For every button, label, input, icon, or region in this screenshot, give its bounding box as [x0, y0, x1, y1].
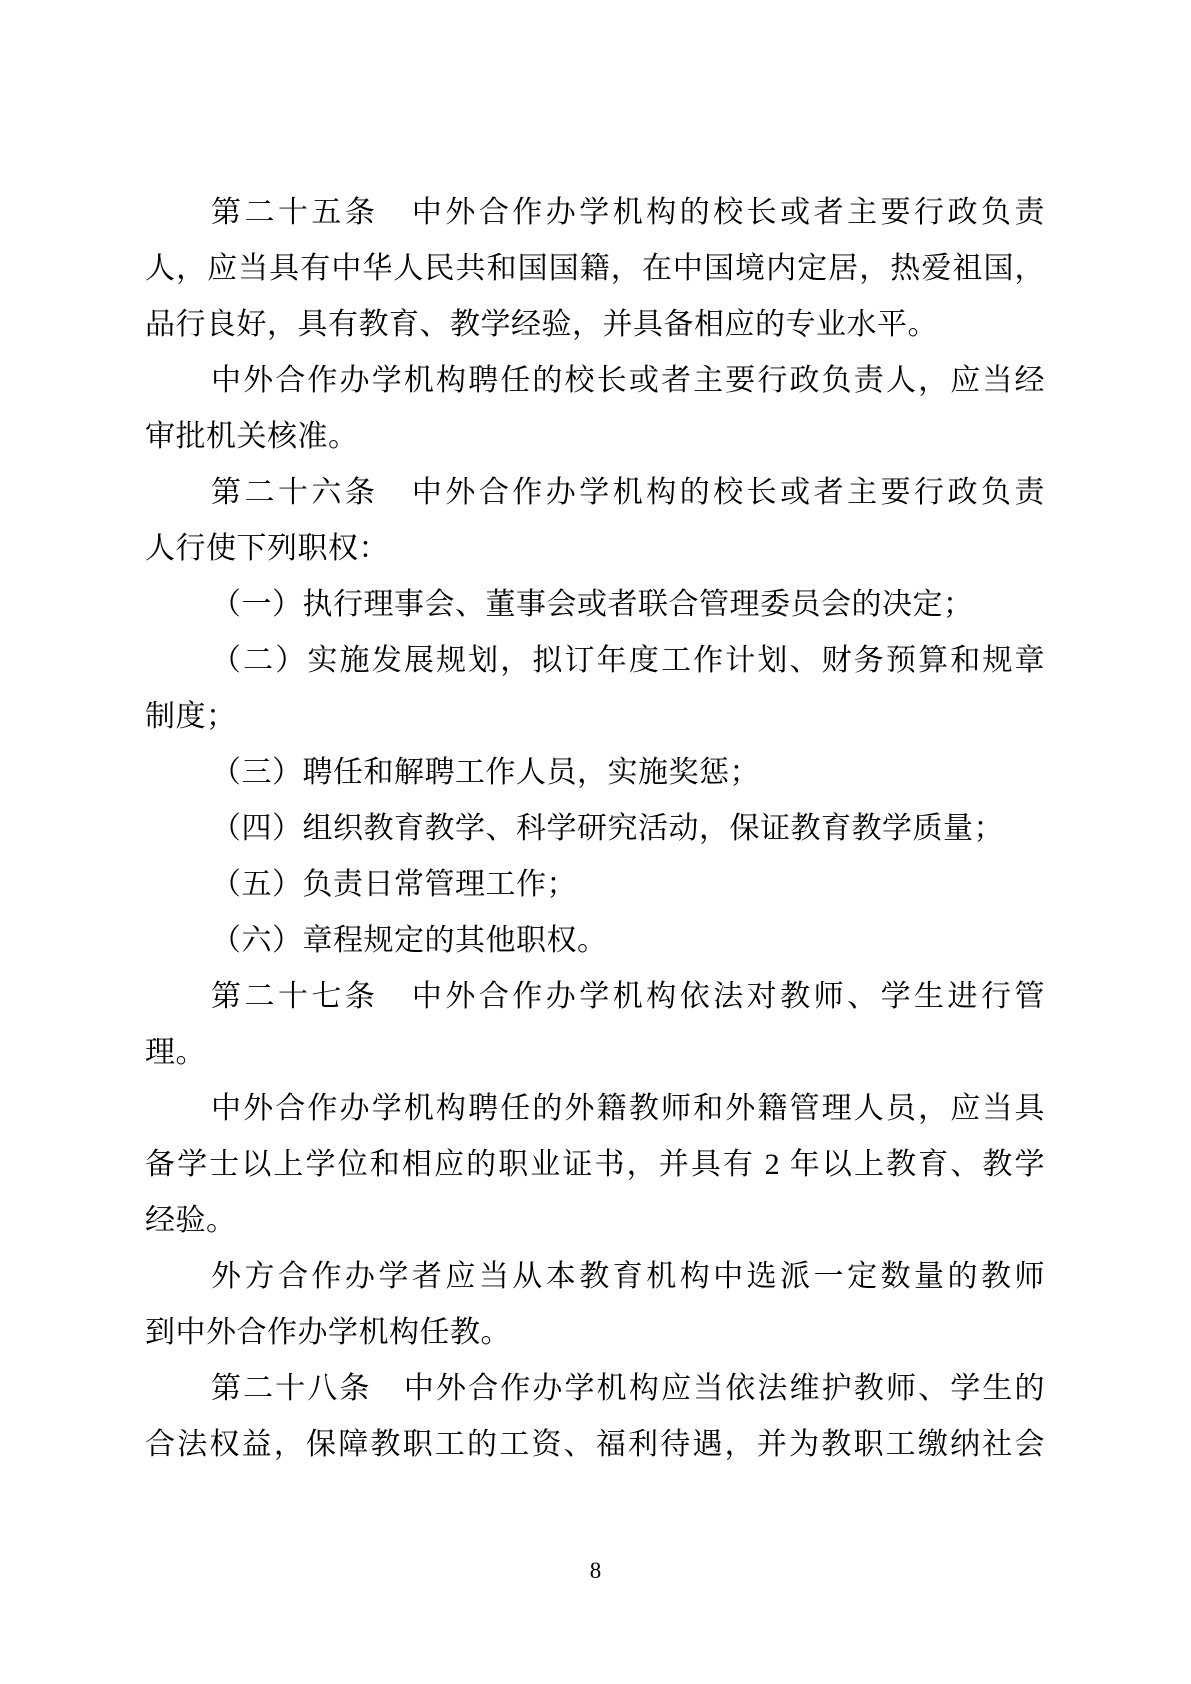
article-26-item-5 — [145, 857, 1045, 913]
text-line: 人，应当具有中华人民共和国国籍，在中国境内定居，热爱祖国， — [145, 252, 1045, 285]
text-line: 经验。 — [145, 1204, 237, 1237]
article-27-dispatch — [145, 1249, 1045, 1361]
text-line: （四）组织教育教学、科学研究活动，保证教育教学质量； — [211, 812, 1004, 845]
text-line: （六）章程规定的其他职权。 — [211, 924, 608, 957]
text-line: 中外合作办学机构聘任的校长或者主要行政负责人，应当经 — [211, 364, 1045, 397]
text-line: 备学士以上学位和相应的职业证书，并具有 2 年以上教育、教学 — [145, 1148, 1045, 1181]
text-line: 第二十七条 中外合作办学机构依法对教师、学生进行管 — [211, 980, 1045, 1013]
text-line: 到中外合作办学机构任教。 — [145, 1316, 511, 1349]
text-line: （一）执行理事会、董事会或者联合管理委员会的决定； — [211, 588, 974, 621]
article-26-item-4 — [145, 801, 1045, 857]
article-26-item-6 — [145, 913, 1045, 969]
article-26 — [145, 465, 1045, 577]
text-line: 品行良好，具有教育、教学经验，并具备相应的专业水平。 — [145, 308, 938, 341]
text-line: （二）实施发展规划，拟订年度工作计划、财务预算和规章 — [211, 644, 1045, 677]
text-line: 中外合作办学机构聘任的外籍教师和外籍管理人员，应当具 — [211, 1092, 1045, 1125]
text-line: 理。 — [145, 1036, 206, 1069]
text-line: 外方合作办学者应当从本教育机构中选派一定数量的教师 — [211, 1260, 1045, 1293]
text-line: 制度； — [145, 700, 237, 733]
text-line: 第二十六条 中外合作办学机构的校长或者主要行政负责 — [211, 476, 1045, 509]
article-26-item-3 — [145, 745, 1045, 801]
article-26-item-1 — [145, 577, 1045, 633]
text-line: （三）聘任和解聘工作人员，实施奖惩； — [211, 756, 760, 789]
article-27-foreign-staff — [145, 1081, 1045, 1249]
text-line: 第二十八条 中外合作办学机构应当依法维护教师、学生的 — [211, 1372, 1045, 1405]
text-line: 审批机关核准。 — [145, 420, 359, 453]
text-line: （五）负责日常管理工作； — [211, 868, 577, 901]
text-line: 第二十五条 中外合作办学机构的校长或者主要行政负责 — [211, 196, 1045, 229]
article-28 — [145, 1361, 1045, 1473]
article-27 — [145, 969, 1045, 1081]
document-body — [145, 185, 1045, 1473]
article-25-approval — [145, 353, 1045, 465]
text-line: 人行使下列职权： — [145, 532, 389, 565]
text-line: 合法权益，保障教职工的工资、福利待遇，并为教职工缴纳社会 — [145, 1428, 1045, 1461]
article-25 — [145, 185, 1045, 353]
article-26-item-2 — [145, 633, 1045, 745]
page-number: 8 — [589, 1558, 602, 1583]
